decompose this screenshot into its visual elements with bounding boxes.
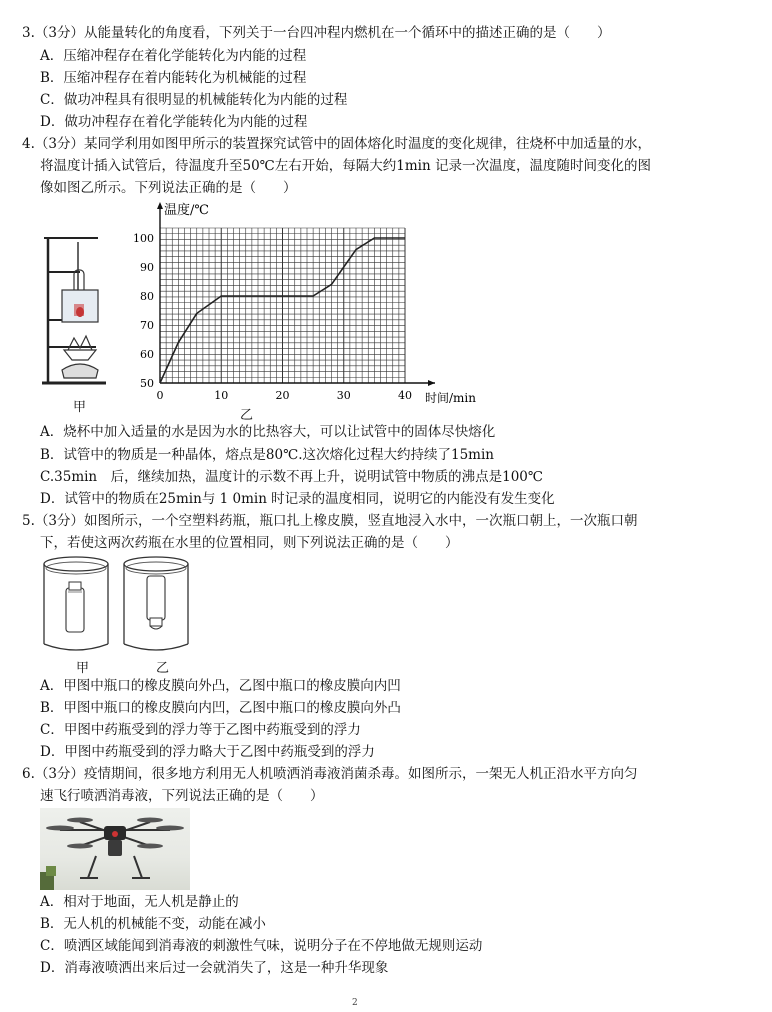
temperature-time-chart — [120, 198, 500, 413]
q6-stem-line-2: 速飞行喷洒消毒液，下列说法正确的是（ ） — [40, 788, 324, 804]
q4-option-a[interactable]: A．烧杯中加入适量的水是因为水的比热容大，可以让试管中的固体尽快熔化 — [40, 424, 496, 440]
drone-icon — [40, 808, 190, 890]
q3-option-a[interactable]: A．压缩冲程存在着化学能转化为内能的过程 — [40, 48, 307, 64]
x-tick-label: 10 — [214, 389, 229, 402]
q4-option-d[interactable]: D．试管中的物质在25min与 1 0min 时记录的温度相同，说明它的内能没有发生变化 — [40, 491, 555, 507]
q5-option-a[interactable]: A．甲图中瓶口的橡皮膜向外凸，乙图中瓶口的橡皮膜向内凹 — [40, 678, 401, 694]
q3-option-c[interactable]: C．做功冲程具有很明显的机械能转化为内能的过程 — [40, 92, 348, 108]
y-tick-label: 80 — [140, 290, 154, 303]
figure-label-yi: 乙 — [240, 408, 254, 423]
x-tick-label: 20 — [275, 389, 290, 402]
q3-option-b[interactable]: B．压缩冲程存在着内能转化为机械能的过程 — [40, 70, 307, 86]
q4-stem-line-1: 4.（3分）某同学利用如图甲所示的装置探究试管中的固体熔化时温度的变化规律，往烧杯中加适量的水， — [22, 136, 651, 152]
y-tick-label: 100 — [133, 232, 154, 245]
q6-option-a[interactable]: A．相对于地面，无人机是静止的 — [40, 894, 239, 910]
q5-stem-line-2: 下，若使这两次药瓶在水里的位置相同，则下列说法正确的是（ ） — [40, 535, 459, 551]
q5-option-c[interactable]: C．甲图中药瓶受到的浮力等于乙图中药瓶受到的浮力 — [40, 722, 361, 738]
x-tick-label: 40 — [398, 389, 412, 402]
q6-option-b[interactable]: B．无人机的机械能不变，动能在减小 — [40, 916, 266, 932]
figure-label-jia: 甲 — [73, 400, 87, 415]
q4-option-b[interactable]: B．试管中的物质是一种晶体，熔点是80℃.这次熔化过程大约持续了15min — [40, 447, 494, 463]
figure-label-yi-2: 乙 — [156, 661, 170, 676]
q4-stem-line-2: 将温度计插入试管后，待温度升至50℃左右开始，每隔大约1min 记录一次温度，温度随时间变化的图 — [40, 158, 651, 174]
y-tick-label: 70 — [140, 319, 154, 332]
q3-stem: 3.（3分）从能量转化的角度看，下列关于一台四冲程内燃机在一个循环中的描述正确的是（ ） — [22, 25, 611, 41]
bottle-beakers-figure — [36, 552, 206, 657]
figure-label-jia-2: 甲 — [76, 661, 90, 676]
q6-option-d[interactable]: D．消毒液喷洒出来后过一会就消失了，这是一种升华现象 — [40, 960, 389, 976]
q3-option-d[interactable]: D．做功冲程存在着化学能转化为内能的过程 — [40, 114, 308, 130]
apparatus-figure — [40, 232, 110, 392]
q4-option-c[interactable]: C.35min 后，继续加热，温度计的示数不再上升，说明试管中物质的沸点是100℃ — [40, 469, 543, 485]
q6-option-c[interactable]: C．喷洒区域能闻到消毒液的刺激性气味，说明分子在不停地做无规则运动 — [40, 938, 483, 954]
chart-x-axis-label: 时间/min — [425, 391, 476, 405]
y-tick-label: 60 — [140, 348, 154, 361]
q5-option-d[interactable]: D．甲图中药瓶受到的浮力略大于乙图中药瓶受到的浮力 — [40, 744, 375, 760]
y-tick-label: 50 — [140, 377, 154, 390]
x-tick-label: 0 — [156, 389, 164, 402]
x-axis-arrow-icon — [428, 380, 435, 386]
page-number: 2 — [352, 998, 358, 1008]
q5-stem-line-1: 5.（3分）如图所示，一个空塑料药瓶，瓶口扎上橡皮膜，竖直地浸入水中，一次瓶口朝上，一次瓶口朝 — [22, 513, 638, 529]
q5-option-b[interactable]: B．甲图中瓶口的橡皮膜向内凹，乙图中瓶口的橡皮膜向外凸 — [40, 700, 401, 716]
y-tick-label: 90 — [140, 261, 154, 274]
q4-stem-line-3: 像如图乙所示。下列说法正确的是（ ） — [40, 180, 297, 196]
drone-photo — [40, 808, 190, 890]
chart-y-axis-label: 温度/℃ — [164, 203, 209, 218]
q6-stem-line-1: 6.（3分）疫情期间，很多地方利用无人机喷洒消毒液消菌杀毒。如图所示，一架无人机正沿水平方向匀 — [22, 766, 638, 782]
y-axis-arrow-icon — [157, 202, 163, 209]
x-tick-label: 30 — [336, 389, 351, 402]
